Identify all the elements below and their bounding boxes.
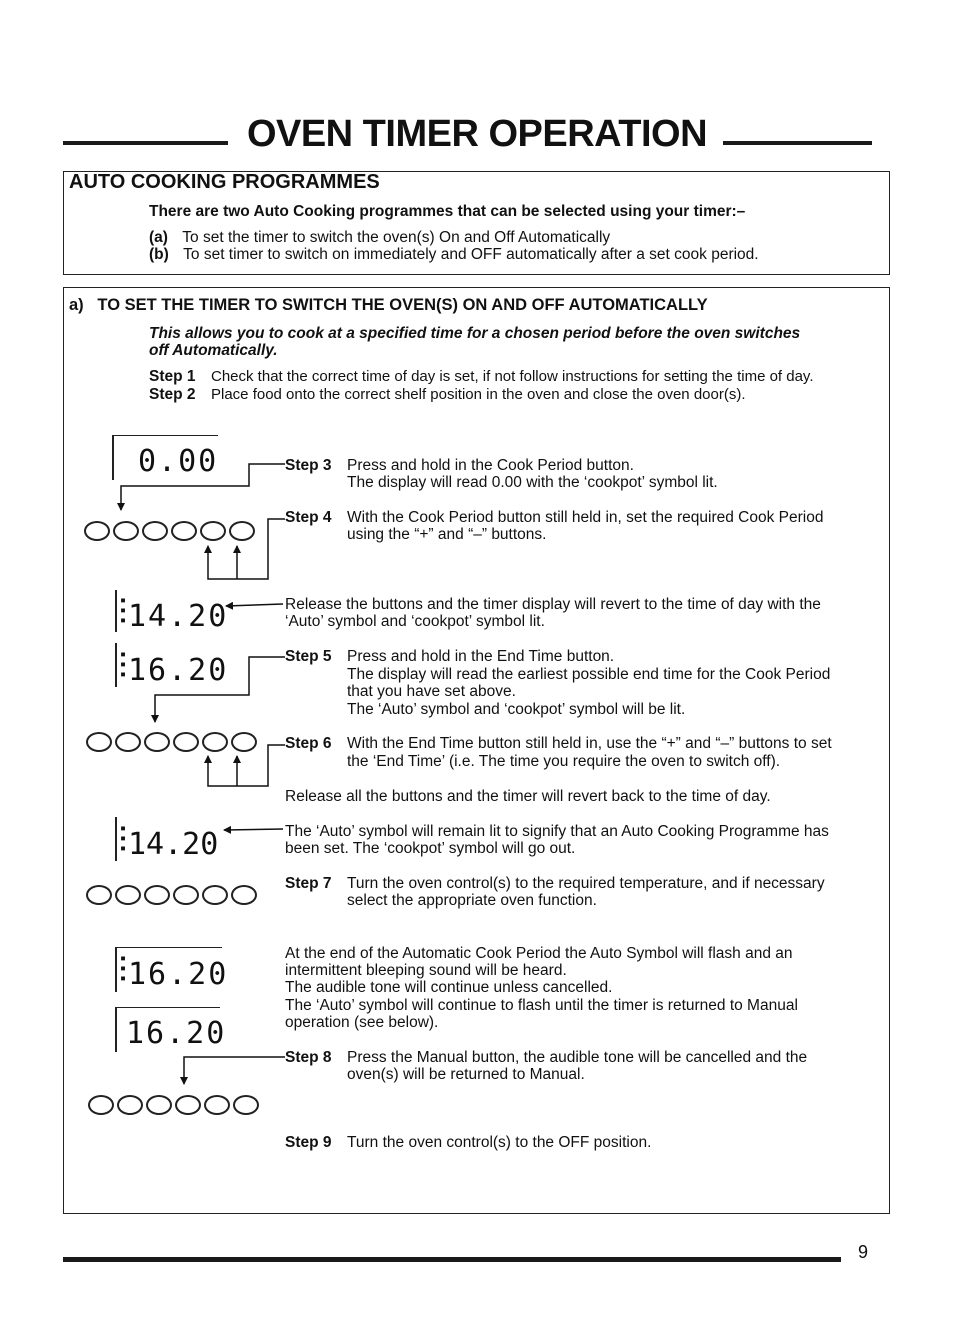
step5-line3: that you have set above. [347,683,516,700]
step4-line1: With the Cook Period button still held in, set the required Cook Period [347,509,824,526]
section-a-heading: a) TO SET THE TIMER TO SWITCH THE OVEN(S) ON AND OFF AUTOMATICALLY [69,296,708,314]
end-line5: operation (see below). [285,1014,439,1031]
step2-label: Step 2 [149,386,196,403]
auto-symbol-4: ▪ ▪ ▪ [120,823,127,854]
release2-text: Release all the buttons and the timer will revert back to the time of day. [285,788,771,805]
option-a-text: To set the timer to switch the oven(s) On and Off Automatically [182,229,611,246]
step6-line1: With the End Time button still held in, use the “+” and “–” buttons to set [347,735,832,752]
page-title: OVEN TIMER OPERATION [246,113,708,155]
release1-arrow [226,604,283,606]
release1-line2: ‘Auto’ symbol and ‘cookpot’ symbol lit. [285,613,545,630]
step6-line2: the ‘End Time’ (i.e. The time you require the oven to switch off). [347,753,781,770]
auto-symbol-5: ▪ ▪ ▪ [120,953,127,984]
auto-lit-line1: The ‘Auto’ symbol will remain lit to signify that an Auto Cooking Programme has [285,823,829,840]
step6-label: Step 6 [285,735,332,752]
step5-line1: Press and hold in the End Time button. [347,648,615,665]
auto-lit-line2: been set. The ‘cookpot’ symbol will go out. [285,840,576,857]
section-a-intro-1: This allows you to cook at a specified time for a chosen period before the oven switches [149,325,801,342]
step5-label: Step 5 [285,648,332,665]
step3-connector [121,464,285,510]
release1-line1: Release the buttons and the timer display will revert to the time of day with the [285,596,821,613]
step3-line1: Press and hold in the Cook Period button. [347,457,634,474]
step9-label: Step 9 [285,1134,332,1151]
step5-line2: The display will read the earliest possible end time for the Cook Period [347,666,831,683]
step7-line1: Turn the oven control(s) to the required temperature, and if necessary [347,875,825,892]
end-line4: The ‘Auto’ symbol will continue to flash until the timer is returned to Manual [285,997,798,1014]
end-line1: At the end of the Automatic Cook Period the Auto Symbol will flash and an [285,945,793,962]
step8-connector [184,1057,285,1084]
auto-programmes-intro: There are two Auto Cooking programmes that can be selected using your timer:– [149,203,746,220]
option-a-label: (a) [149,229,168,246]
step2-text: Place food onto the correct shelf position in the oven and close the oven door(s). [211,386,746,403]
step1-label: Step 1 [149,368,196,385]
step8-line1: Press the Manual button, the audible tone will be cancelled and the [347,1049,808,1066]
option-b-label: (b) [149,246,169,263]
step1-text: Check that the correct time of day is set, if not follow instructions for setting the time of day. [211,368,814,385]
step6-connector [208,745,285,786]
step9-text: Turn the oven control(s) to the OFF position. [347,1134,652,1151]
option-b-text: To set timer to switch on immediately and OFF automatically after a set cook period. [183,246,759,263]
step3-label: Step 3 [285,457,332,474]
section-a-intro-2: off Automatically. [149,342,278,359]
timer-display-6-digits: 16.20 [126,1016,227,1051]
step7-line2: select the appropriate oven function. [347,892,597,909]
step3-line2: The display will read 0.00 with the ‘cookpot’ symbol lit. [347,474,718,491]
step8-label: Step 8 [285,1049,332,1066]
step5-line4: The ‘Auto’ symbol and ‘cookpot’ symbol will be lit. [347,701,686,718]
footer-rule [63,1257,841,1262]
auto-lit-arrow [224,829,283,830]
timer-display-1-digits: 0.00 [138,444,219,479]
auto-cookpot-symbols-3: ▪ ▪ ▪ [120,649,127,680]
timer-display-4-digits: 14.20 [128,827,219,862]
step4-connector [208,519,285,579]
step4-line2: using the “+” and “–” buttons. [347,526,547,543]
timer-display-3-digits: 16.20 [128,653,229,688]
step4-label: Step 4 [285,509,332,526]
end-line3: The audible tone will continue unless cancelled. [285,979,613,996]
auto-programmes-heading: AUTO COOKING PROGRAMMES [69,171,380,193]
auto-cookpot-symbols-2: ▪ ▪ ▪ [120,595,127,626]
page-number: 9 [858,1242,869,1262]
timer-display-5-digits: 16.20 [128,957,229,992]
step5-connector [155,657,285,722]
step8-line2: oven(s) will be returned to Manual. [347,1066,585,1083]
end-line2: intermittent bleeping sound will be heard. [285,962,567,979]
timer-display-2-digits: 14.20 [128,599,229,634]
step7-label: Step 7 [285,875,332,892]
